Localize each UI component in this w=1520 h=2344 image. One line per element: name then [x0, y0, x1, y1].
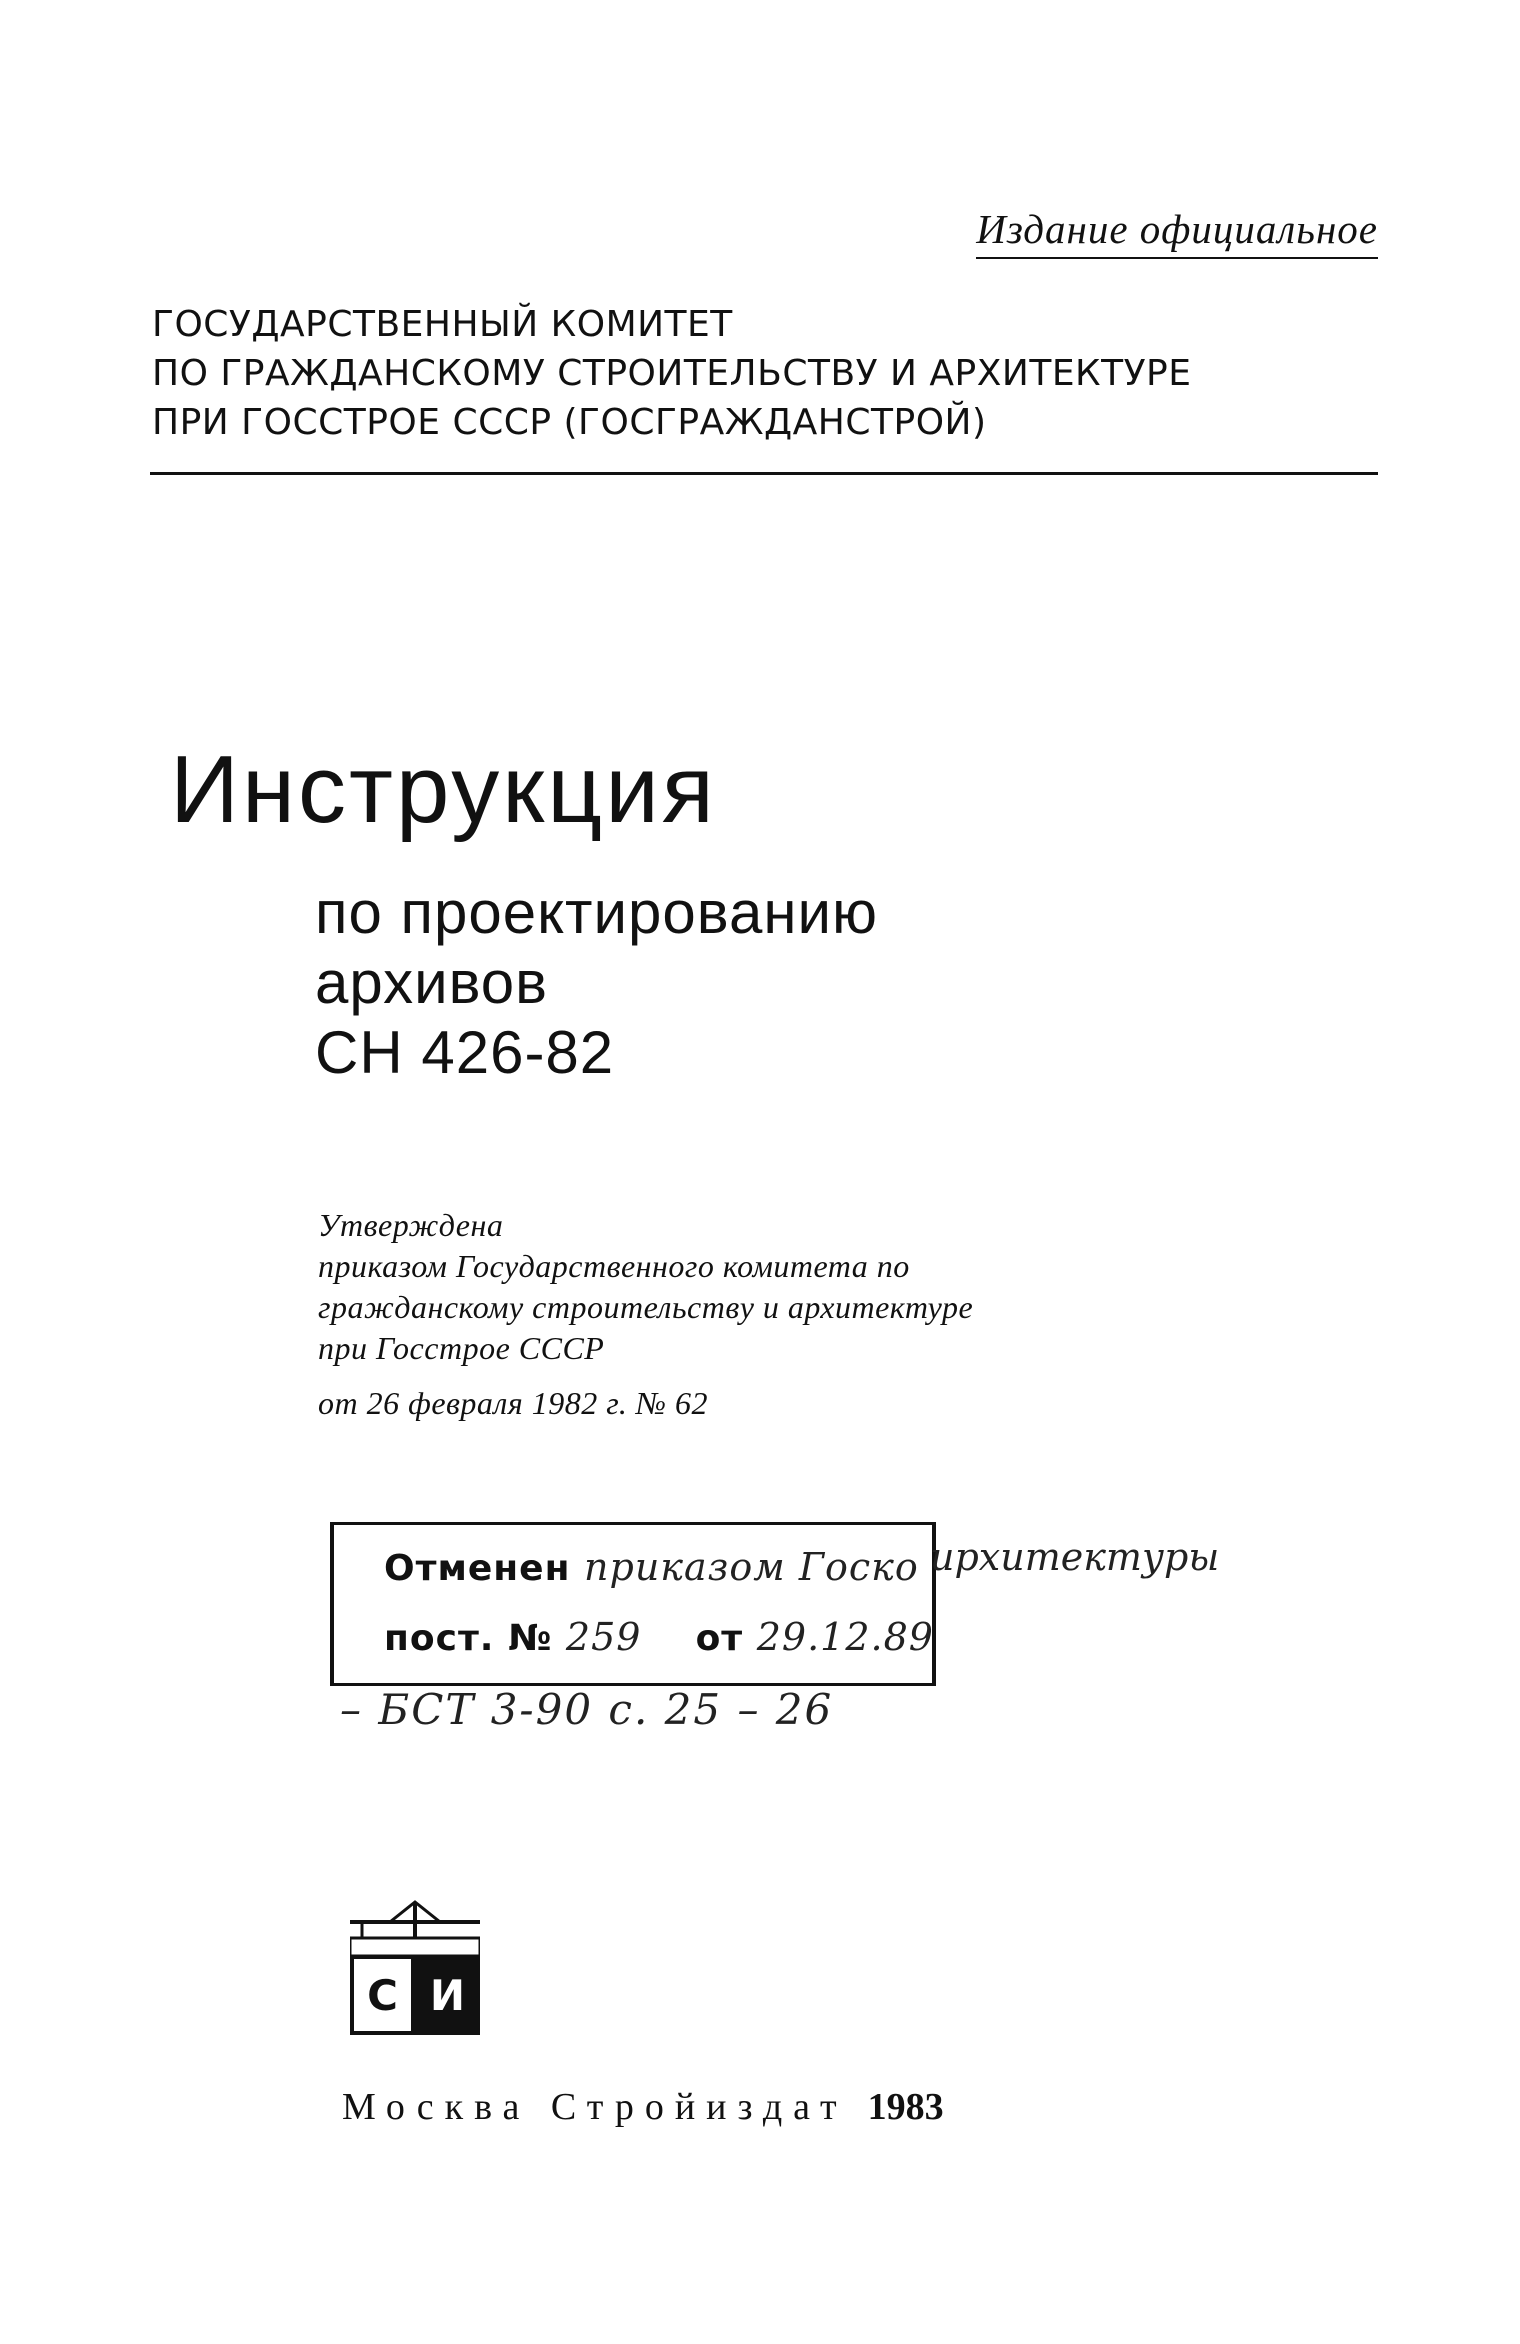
approval-line-3: гражданскому строительству и архитектуре	[318, 1289, 974, 1325]
crane-icon	[350, 1900, 480, 1960]
subtitle-line-1: по проектированию	[315, 879, 879, 946]
document-title: Инструкция	[170, 736, 717, 843]
committee-line-3: ПРИ ГОССТРОЕ СССР (ГОСГРАЖДАНСТРОЙ)	[152, 402, 987, 443]
committee-line-1: ГОСУДАРСТВЕННЫЙ КОМИТЕТ	[152, 304, 733, 345]
logo-letter-i: И	[415, 1955, 480, 2035]
subtitle-line-2: архивов	[315, 949, 549, 1016]
approval-block	[318, 1205, 973, 1424]
approval-date: от 26 февраля 1982 г. № 62	[318, 1385, 708, 1421]
approval-line-1: Утверждена	[318, 1207, 504, 1243]
imprint	[342, 2085, 944, 2129]
stamp-handwritten-number: 259	[565, 1615, 642, 1659]
committee-name	[152, 300, 1192, 447]
edition-label: Издание официальное	[976, 205, 1378, 259]
committee-line-2: ПО ГРАЖДАНСКОМУ СТРОИТЕЛЬСТВУ И АРХИТЕКТУРЕ	[152, 353, 1192, 394]
stamp-row-1	[384, 1545, 919, 1589]
document-subtitle	[315, 878, 878, 1088]
stamp-printed-from: от	[695, 1618, 744, 1659]
logo-letters	[350, 1955, 480, 2035]
handwritten-tail: ирхитектуры	[930, 1535, 1220, 1579]
approval-line-2: приказом Государственного комитета по	[318, 1248, 910, 1284]
stamp-row-2	[384, 1615, 934, 1659]
stamp-printed-resolution: пост. №	[384, 1618, 553, 1659]
imprint-year: 1983	[867, 2086, 944, 2128]
logo-letter-s: С	[350, 1955, 415, 2035]
stamp-printed-cancelled: Отменен	[384, 1548, 571, 1589]
subtitle-line-3: СН 426-82	[315, 1019, 615, 1086]
stamp-handwritten-order: приказом Госко	[584, 1545, 919, 1589]
publisher-logo-icon	[350, 1900, 480, 2060]
header-divider	[150, 472, 1378, 475]
cancellation-stamp	[330, 1522, 936, 1686]
approval-line-4: при Госстрое СССР	[318, 1330, 605, 1366]
handwritten-reference: – БСТ 3-90 с. 25 – 26	[340, 1685, 834, 1734]
stamp-handwritten-date: 29.12.89	[756, 1615, 934, 1659]
imprint-city-publisher: Москва Стройиздат	[342, 2086, 848, 2128]
